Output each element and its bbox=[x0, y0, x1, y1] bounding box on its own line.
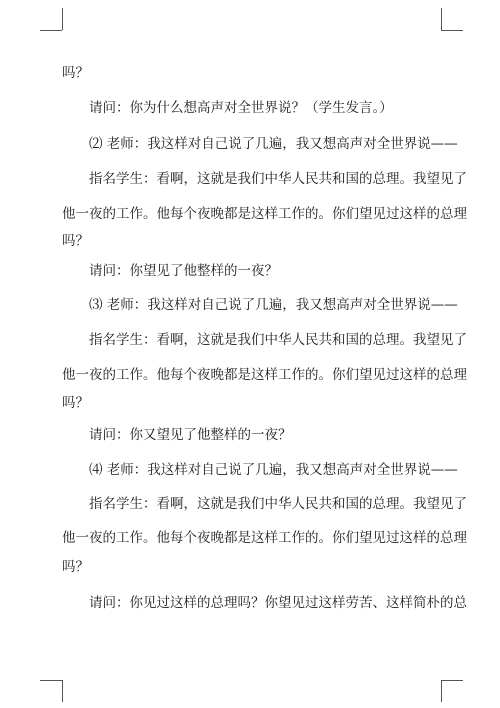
text-line: 他一夜的工作。他每个夜晚都是这样工作的。你们望见过这样的总理 bbox=[62, 367, 467, 383]
crop-mark-bottom-right-vertical bbox=[441, 680, 442, 702]
text-line: ⑷ 老师：我这样对自己说了几遍，我又想高声对全世界说—— bbox=[89, 462, 458, 478]
crop-mark-bottom-left-horizontal bbox=[40, 680, 62, 681]
text-line: 请问：你又望见了他整样的一夜？ bbox=[89, 427, 292, 443]
text-line: 请问：你见过这样的总理吗？你望见过这样劳苦、这样简朴的总 bbox=[89, 595, 467, 611]
crop-mark-bottom-right-horizontal bbox=[441, 680, 463, 681]
text-line: 吗？ bbox=[62, 559, 89, 575]
text-line: 他一夜的工作。他每个夜晚都是这样工作的。你们望见过这样的总理 bbox=[62, 206, 467, 222]
crop-mark-top-right-vertical bbox=[441, 8, 442, 30]
text-line: ⑵ 老师：我这样对自己说了几遍，我又想高声对全世界说—— bbox=[89, 136, 458, 152]
crop-mark-bottom-left-vertical bbox=[62, 680, 63, 702]
crop-mark-top-right-horizontal bbox=[441, 30, 463, 31]
text-line: 吗？ bbox=[62, 395, 89, 411]
text-line: 吗？ bbox=[62, 233, 89, 249]
text-line: 请问：你望见了他整样的一夜？ bbox=[89, 263, 278, 279]
text-line: 指名学生：看啊，这就是我们中华人民共和国的总理。我望见了 bbox=[89, 171, 467, 187]
text-line: ⑶ 老师：我这样对自己说了几遍，我又想高声对全世界说—— bbox=[89, 297, 458, 313]
text-line: 指名学生：看啊，这就是我们中华人民共和国的总理。我望见了 bbox=[89, 332, 467, 348]
text-line: 吗？ bbox=[62, 65, 89, 81]
text-line: 指名学生：看啊，这就是我们中华人民共和国的总理。我望见了 bbox=[89, 496, 467, 512]
crop-mark-top-left-vertical bbox=[62, 8, 63, 30]
text-line: 请问：你为什么想高声对全世界说？（学生发言。） bbox=[89, 100, 393, 116]
text-line: 他一夜的工作。他每个夜晚都是这样工作的。你们望见过这样的总理 bbox=[62, 530, 467, 546]
crop-mark-top-left-horizontal bbox=[40, 30, 62, 31]
